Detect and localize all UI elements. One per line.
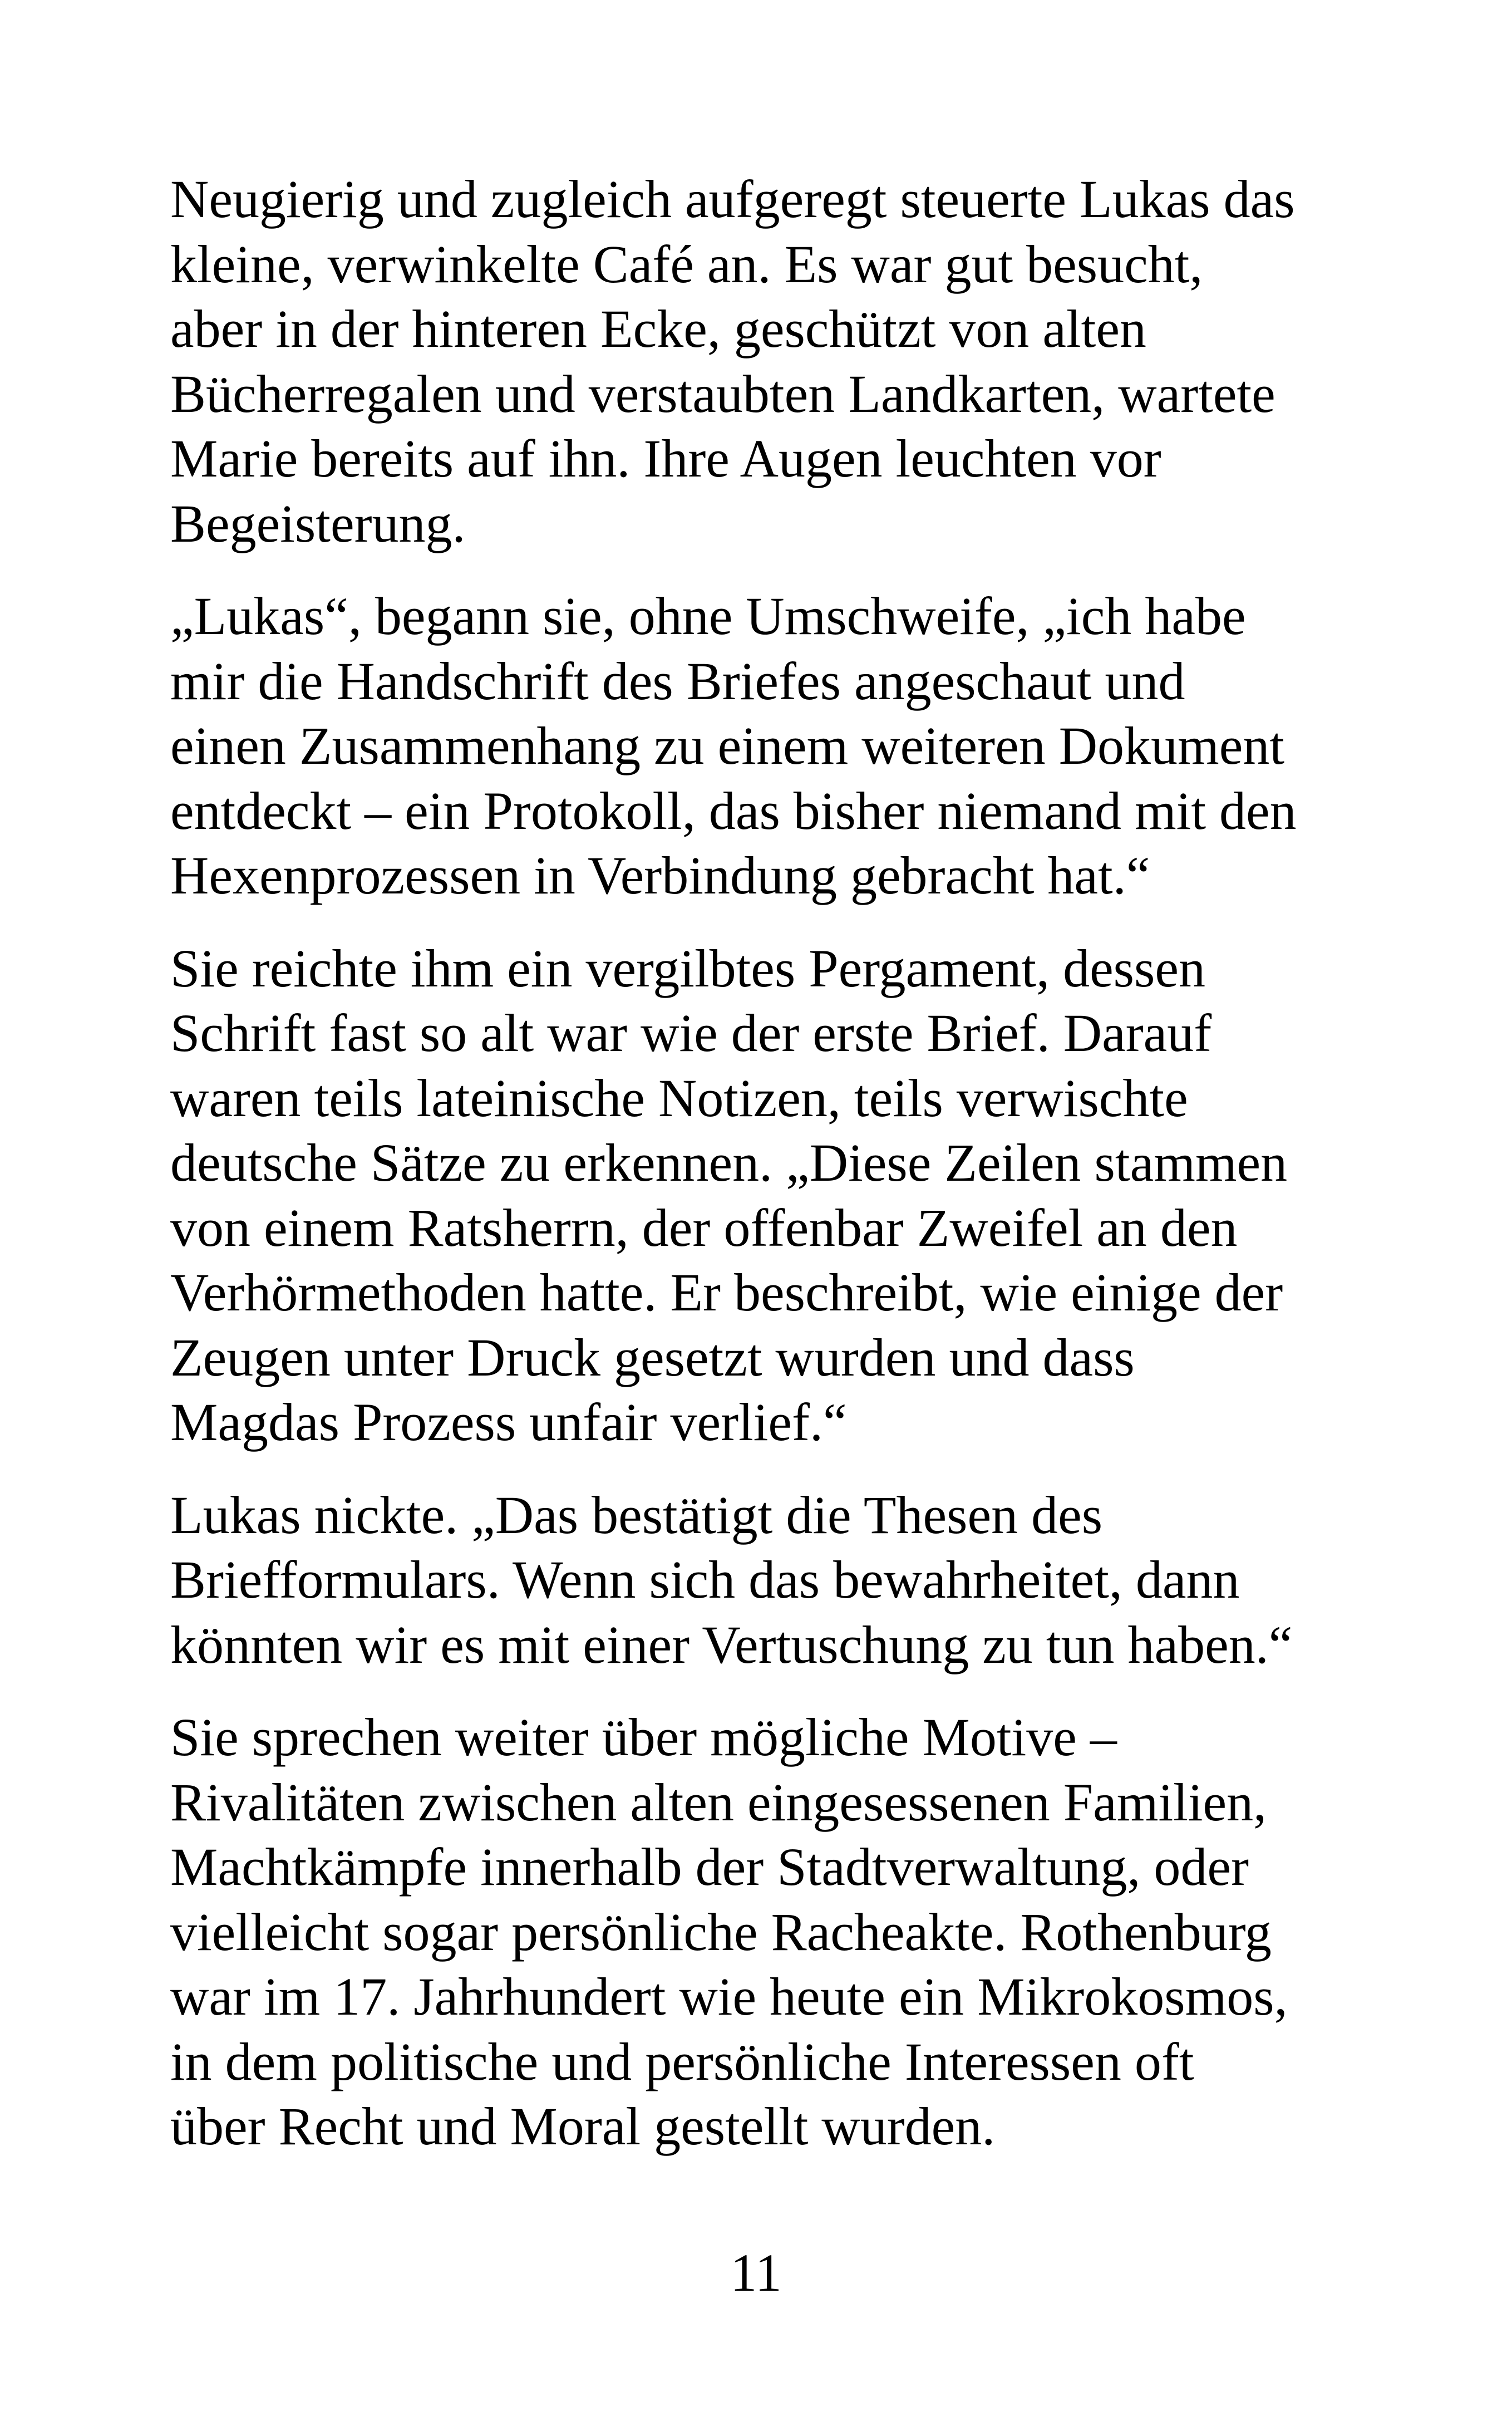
text-line: Marie bereits auf ihn. Ihre Augen leuchten vor (170, 429, 1161, 488)
text-line: „Lukas“, begann sie, ohne Umschweife, „ich habe (170, 586, 1246, 646)
text-line: mir die Handschrift des Briefes angeschaut und (170, 651, 1185, 711)
text-line: einen Zusammenhang zu einem weiteren Dokument (170, 716, 1284, 775)
paragraph-1 (170, 167, 1372, 556)
text-line: Schrift fast so alt war wie der erste Brief. Darauf (170, 1003, 1212, 1063)
text-line: Magdas Prozess unfair verlief.“ (170, 1392, 847, 1452)
paragraph-4 (170, 1483, 1372, 1678)
text-line: Rivalitäten zwischen alten eingesessenen Familien, (170, 1772, 1267, 1832)
paragraph-5 (170, 1705, 1372, 2159)
text-line: könnten wir es mit einer Vertuschung zu tun haben.“ (170, 1614, 1293, 1674)
paragraph-2 (170, 584, 1372, 908)
text-line: vielleicht sogar persönliche Racheakte. Rothenburg (170, 1902, 1272, 1962)
text-line: entdeckt – ein Protokoll, das bisher niemand mit den (170, 780, 1297, 841)
text-line: Zeugen unter Druck gesetzt wurden und dass (170, 1327, 1135, 1387)
text-line: in dem politische und persönliche Interessen oft (170, 2031, 1194, 2091)
text-line: Machtkämpfe innerhalb der Stadtverwaltung, oder (170, 1837, 1249, 1897)
text-line: Briefformulars. Wenn sich das bewahrheitet, dann (170, 1550, 1240, 1609)
text-line: über Recht und Moral gestellt wurden. (170, 2096, 996, 2156)
paragraph-3 (170, 936, 1372, 1455)
body-text (170, 167, 1372, 2187)
text-line: von einem Ratsherrn, der offenbar Zweifel an den (170, 1197, 1238, 1258)
text-line: kleine, verwinkelte Café an. Es war gut besucht, (170, 234, 1203, 294)
text-line: Hexenprozessen in Verbindung gebracht hat.“ (170, 846, 1150, 905)
text-line: war im 17. Jahrhundert wie heute ein Mikrokosmos, (170, 1967, 1288, 2026)
text-line: Sie sprechen weiter über mögliche Motive – (170, 1707, 1117, 1767)
text-line: Verhörmethoden hatte. Er beschreibt, wie einige der (170, 1263, 1283, 1322)
text-line: waren teils lateinische Notizen, teils verwischte (170, 1068, 1188, 1128)
text-line: aber in der hinteren Ecke, geschützt von alten (170, 299, 1146, 358)
text-line: Begeisterung. (170, 493, 466, 553)
page-number: 11 (730, 2243, 782, 2302)
text-line: Lukas nickte. „Das bestätigt die Thesen des (170, 1485, 1103, 1545)
text-line: deutsche Sätze zu erkennen. „Diese Zeilen stammen (170, 1133, 1288, 1192)
text-line: Sie reichte ihm ein vergilbtes Pergament, dessen (170, 938, 1205, 998)
text-line: Bücherregalen und verstaubten Landkarten, wartete (170, 364, 1275, 424)
text-line: Neugierig und zugleich aufgeregt steuerte Lukas das (170, 169, 1295, 229)
